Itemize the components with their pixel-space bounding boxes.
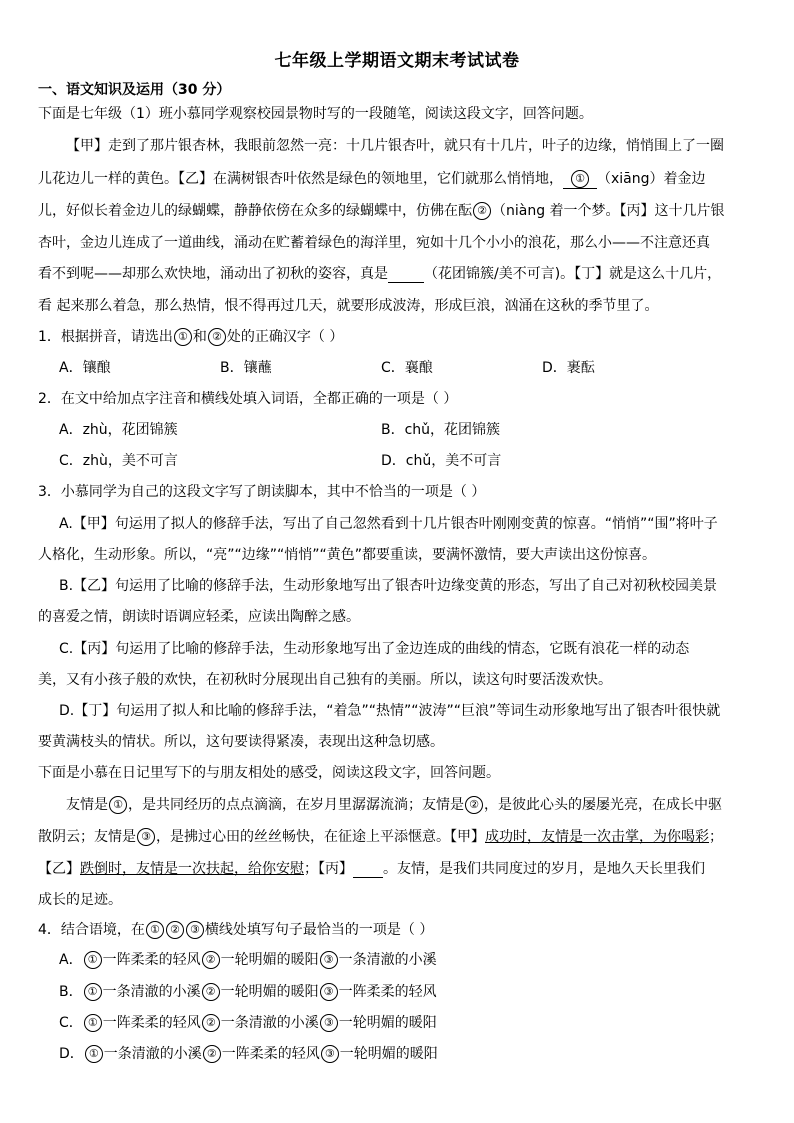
circled-number: ③ (320, 1014, 338, 1032)
question-3-stem: 3．小慕同学为自己的这段文字写了朗读脚本，其中不恰当的一项是（ ） (38, 484, 486, 500)
circled-number: ② (202, 983, 220, 1001)
passage2-line: 【乙】跌倒时，友情是一次扶起，给你安慰；【丙】 。友情，是我们共同度过的岁月，是地久天长里我们 (38, 861, 705, 877)
intro-text: 下面是七年级（1）班小慕同学观察校园景物时写的一段随笔，阅读这段文字，回答问题。 (38, 106, 593, 122)
passage-line: 【甲】走到了那片银杏林，我眼前忽然一亮：十几片银杏叶，就只有十几片，叶子的边缘，悄悄围上了一圈 (66, 138, 724, 154)
circled-number: ① (84, 951, 102, 969)
q3-option-b-cont: 的喜爱之情，朗读时语调应轻柔，应读出陶醉之感。 (38, 609, 360, 625)
circled-number: ② (465, 796, 483, 814)
q3-option-c[interactable]: C.【丙】句运用了比喻的修辞手法，生动形象地写出了金边连成的曲线的情态，它既有浪花一样的动态 (59, 641, 690, 657)
q4-option-c[interactable]: C． ① 一阵柔柔的轻风 ② 一条清澈的小溪 ③ 一轮明媚的暖阳 (59, 1015, 437, 1031)
q2-option-c[interactable]: C．zhù，美不可言 (59, 453, 178, 469)
circled-number: ① (109, 796, 127, 814)
q3-option-a-cont: 人格化，生动形象。所以，“亮”“边缘”“悄悄”“黄色”都要重读，要满怀激情，要大声读出这份惊喜。 (38, 547, 657, 563)
question-4-stem: 4．结合语境，在 ① ② ③ 横线处填写句子最恰当的一项是（ ） (38, 922, 434, 938)
passage2-line: 散阴云；友情是 ③ ，是拂过心田的丝丝畅快，在征途上平添惬意。【甲】成功时，友情是一次击掌，为你喝彩； (38, 829, 723, 845)
circled-number: ② (203, 1045, 221, 1063)
circled-number: ① (85, 1045, 103, 1063)
passage-line: 儿花边儿一样的黄色。【乙】在满树银杏叶依然是绿色的领地里，它们就那么悄悄地， ① （xiāng）着金边 (38, 171, 706, 187)
passage-line: 看不到呢——却那么欢快地，涌动出了初秋的姿容，真是 （花团锦簇/美不可言)。【丁】就是这么十几片， (38, 266, 722, 282)
underlined-sentence: 跌倒时，友情是一次扶起，给你安慰 (80, 861, 304, 877)
q4-option-b[interactable]: B． ① 一条清澈的小溪 ② 一轮明媚的暖阳 ③ 一阵柔柔的轻风 (59, 984, 437, 1000)
circled-number: ② (202, 951, 220, 969)
circled-number: ③ (320, 951, 338, 969)
intro-text-2: 下面是小慕在日记里写下的与朋友相处的感受，阅读这段文字，回答问题。 (38, 765, 500, 781)
q1-option-b[interactable]: B．镶蘸 (220, 360, 272, 376)
q3-option-d-cont: 要黄满枝头的情状。所以，这句要读得紧凑，表现出这种急切感。 (38, 734, 444, 750)
passage-line: 看 起来那么着急，那么热情，恨不得再过几天，就要形成波涛，形成巨浪，汹涌在这秋的季节里了。 (38, 298, 659, 314)
circled-number: ③ (320, 983, 338, 1001)
underlined-sentence: 成功时，友情是一次击掌，为你喝彩 (485, 829, 709, 845)
q3-option-d[interactable]: D.【丁】句运用了拟人和比喻的修辞手法，“着急”“热情”“波涛”“巨浪”等词生动形象地写出了银杏叶很快就 (59, 703, 721, 719)
circled-number: ③ (137, 828, 155, 846)
q1-option-a[interactable]: A．镶酿 (59, 360, 111, 376)
q2-option-a[interactable]: A．zhù，花团锦簇 (59, 422, 178, 438)
circled-number: ② (202, 1014, 220, 1032)
passage2-line: 成长的足迹。 (38, 892, 122, 908)
passage-line: 儿，好似长着金边儿的绿蝴蝶，静静依傍在众多的绿蝴蝶中，仿佛在酝 ② （niàng 着一个梦。【丙】这十几片银 (38, 203, 725, 219)
passage-line: 杏叶，金边儿连成了一道曲线，涌动在贮蓄着绿色的海洋里，宛如十几个小小的浪花，那么小——不注意还真 (38, 235, 710, 251)
circled-number: ① (146, 921, 164, 939)
circled-number: ① (84, 983, 102, 1001)
question-2-stem: 2．在文中给加点字注音和横线处填入词语，全都正确的一项是（ ） (38, 391, 458, 407)
circled-number: ① (174, 328, 192, 346)
q4-option-a[interactable]: A． ① 一阵柔柔的轻风 ② 一轮明媚的暖阳 ③ 一条清澈的小溪 (59, 952, 437, 968)
fill-blank (563, 170, 597, 189)
circled-number: ③ (186, 921, 204, 939)
circled-number: ② (473, 202, 491, 220)
circled-number: ② (166, 921, 184, 939)
q1-option-d[interactable]: D．裹酝 (542, 360, 595, 376)
q2-option-d[interactable]: D．chǔ，美不可言 (381, 453, 502, 469)
q4-option-d[interactable]: D． ① 一条清澈的小溪 ② 一阵柔柔的轻风 ③ 一轮明媚的暖阳 (59, 1046, 438, 1062)
fill-blank (388, 266, 424, 283)
passage2-line: 友情是 ① ，是共同经历的点点滴滴，在岁月里潺潺流淌；友情是 ② ，是彼此心头的屡屡光亮，在成长中驱 (66, 797, 722, 813)
q2-option-b[interactable]: B．chǔ，花团锦簇 (381, 422, 501, 438)
q3-option-b[interactable]: B.【乙】句运用了比喻的修辞手法，生动形象地写出了银杏叶边缘变黄的形态，写出了自己对初秋校园美景 (59, 578, 718, 594)
q1-option-c[interactable]: C．襄酿 (381, 360, 433, 376)
circled-number: ① (84, 1014, 102, 1032)
circled-number: ① (571, 170, 589, 188)
question-1-stem: 1．根据拼音，请选出 ① 和 ② 处的正确汉字（ ） (38, 329, 344, 345)
circled-number: ③ (321, 1045, 339, 1063)
page-title: 七年级上学期语文期末考试试卷 (274, 51, 520, 71)
circled-number: ② (208, 328, 226, 346)
section-heading: 一、语文知识及运用（30 分） (38, 82, 231, 98)
fill-blank (353, 861, 383, 878)
q3-option-a[interactable]: A.【甲】句运用了拟人的修辞手法，写出了自己忽然看到十几片银杏叶刚刚变黄的惊喜。“悄悄”“围”将叶子 (59, 516, 718, 532)
q3-option-c-cont: 美，又有小孩子般的欢快，在初秋时分展现出自己独有的美丽。所以，读这句时要活泼欢快。 (38, 672, 612, 688)
